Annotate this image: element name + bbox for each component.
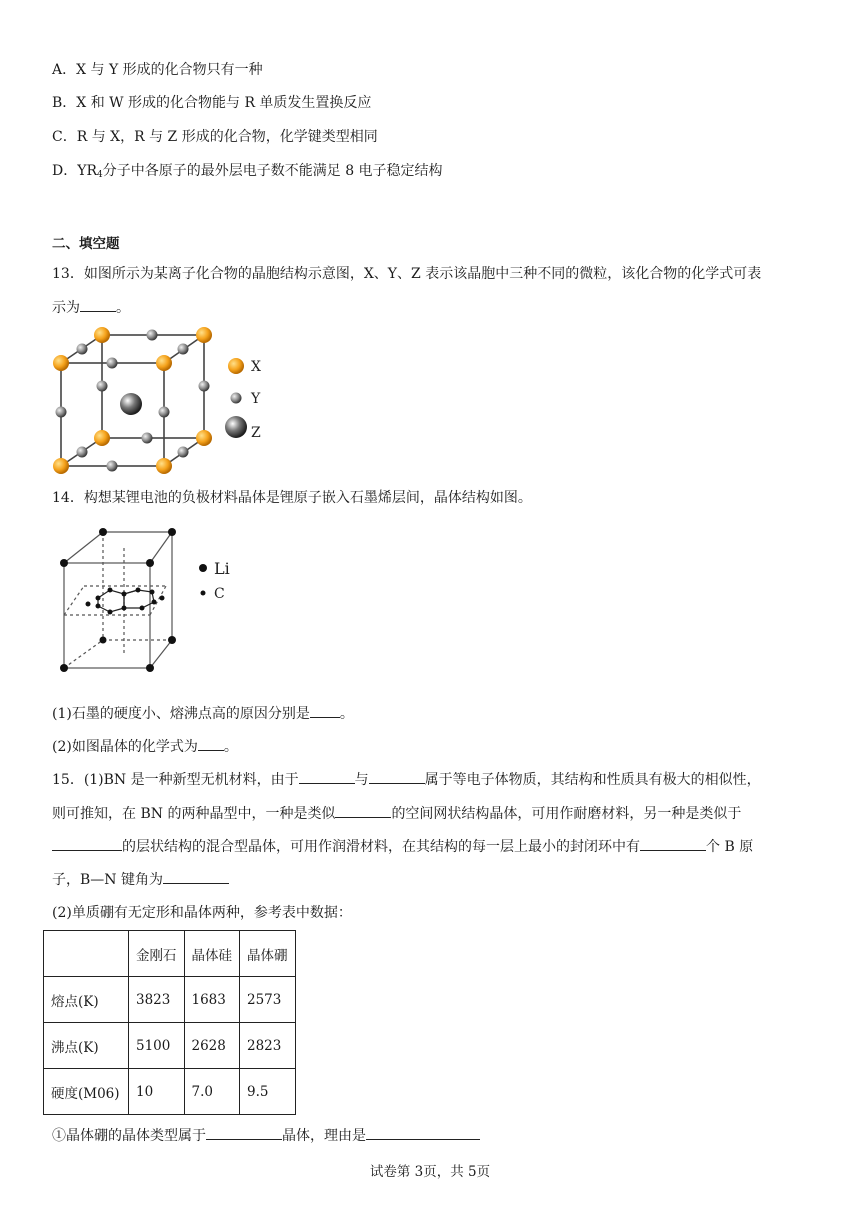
legend-14 (199, 559, 230, 602)
table-cell: 2573 (240, 977, 296, 1023)
legend-c-label: C (214, 586, 225, 602)
table-cell: 2628 (184, 1023, 240, 1069)
table-cell: 9.5 (240, 1069, 296, 1115)
crystal-cell-figure (44, 322, 284, 482)
q15-line1: 15．(1)BN 是一种新型无机材料，由于 与 属于等电子体物质，其结构和性质具有极大的相似性， (52, 769, 761, 790)
table-header-cell: 晶体硅 (184, 931, 240, 977)
table-cell: 硬度(M06) (44, 1069, 129, 1115)
z-atom (120, 393, 142, 415)
q13-line1: 13．如图所示为某离子化合物的晶胞结构示意图，X、Y、Z 表示该晶胞中三种不同的微粒，该化合物的化学式可表 (52, 266, 762, 282)
q15-line4: 子，B—N 键角为 (52, 869, 229, 890)
option-d: D．$YR_4$分子中各原子的最外层电子数不能满足 8 电子稳定结构 (52, 163, 443, 180)
q15-sub2: (2)单质硼有无定形和晶体两种，参考表中数据： (52, 905, 352, 921)
table-cell: 熔点(K) (44, 977, 129, 1023)
table-cell: 2823 (240, 1023, 296, 1069)
q15-line3: 的层状结构的混合型晶体，可用作润滑材料，在其结构的每一层上最小的封闭环中有 个 B 原 (52, 836, 753, 857)
q14-sub1: (1)石墨的硬度小、熔沸点高的原因分别是 。 (52, 703, 354, 724)
q14-line1: 14．构想某锂电池的负极材料晶体是锂原子嵌入石墨烯层间，晶体结构如图。 (52, 490, 532, 506)
table-cell: 1683 (184, 977, 240, 1023)
li-graphite-figure (50, 518, 250, 678)
table-cell: 沸点(K) (44, 1023, 129, 1069)
table-cell: 10 (129, 1069, 185, 1115)
option-b: B．X 和 W 形成的化合物能与 R 单质发生置换反应 (52, 95, 372, 111)
table-row (44, 977, 296, 1023)
option-a: A．X 与 Y 形成的化合物只有一种 (52, 62, 263, 78)
table-header-row (44, 931, 296, 977)
legend-y-label: Y (251, 391, 261, 407)
q14-sub2: (2)如图晶体的化学式为 。 (52, 736, 238, 757)
legend-li-label: Li (214, 559, 230, 578)
option-c: C．R 与 X，R 与 Z 形成的化合物，化学键类型相同 (52, 129, 378, 145)
table-cell: 5100 (129, 1023, 185, 1069)
q15-line2: 则可推知，在 BN 的两种晶型中，一种是类似 的空间网状结构晶体，可用作耐磨材料，另一种是类似于 (52, 803, 741, 824)
legend-z-label: Z (251, 425, 261, 441)
q15-sub2-q1: ①晶体硼的晶体类型属于 晶体，理由是 (52, 1125, 480, 1146)
page-footer: 试卷第 3页，共 5页 (369, 1164, 491, 1180)
table-header-cell (44, 931, 129, 977)
section-title: 二、填空题 (52, 236, 120, 252)
q13-line2: 示为 。 (52, 297, 130, 318)
table-header-cell: 金刚石 (129, 931, 185, 977)
table-cell: 3823 (129, 977, 185, 1023)
legend-x-label: X (251, 359, 261, 375)
table-cell: 7.0 (184, 1069, 240, 1115)
table-row (44, 1069, 296, 1115)
boron-data-table (43, 930, 296, 1115)
legend-13 (225, 358, 261, 441)
table-header-cell: 晶体硼 (240, 931, 296, 977)
table-row (44, 1023, 296, 1069)
